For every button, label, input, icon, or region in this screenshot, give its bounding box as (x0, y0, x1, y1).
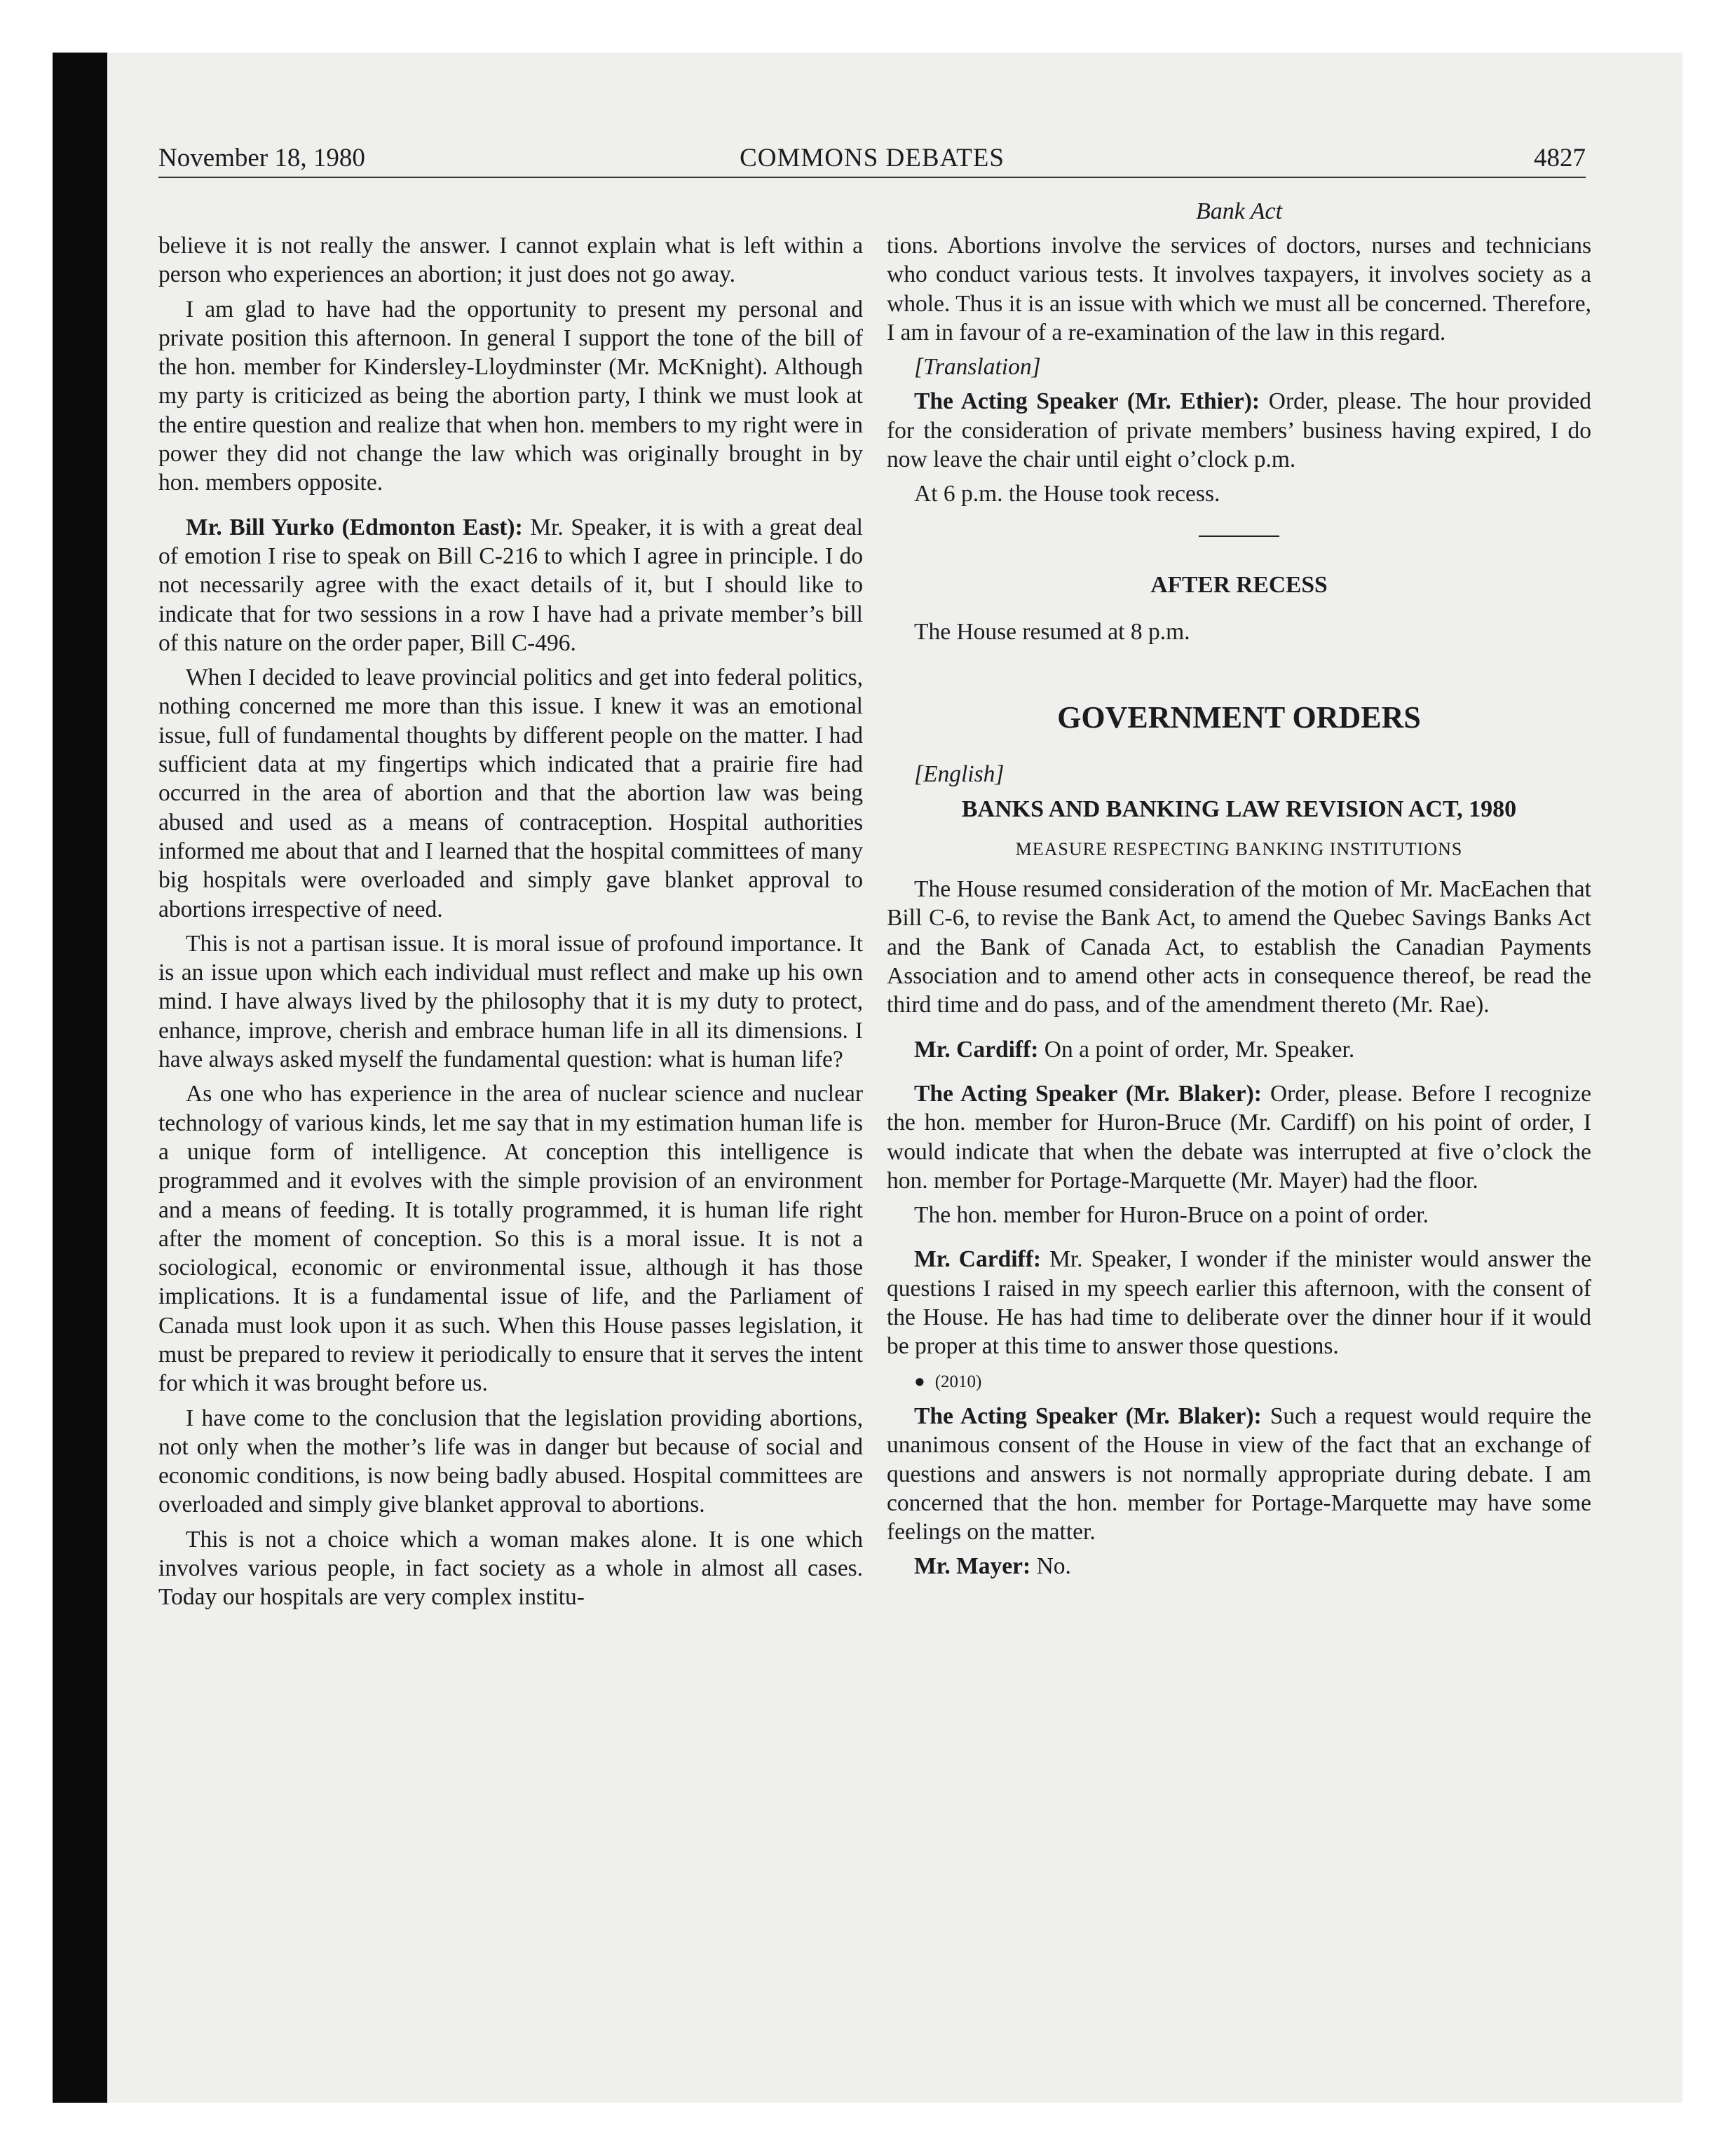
speaker-name: Mr. Mayer: (914, 1553, 1031, 1580)
paragraph-text: This is not a choice which a woman makes alone. It is one which involves various people, in fact society as a whole in almost all cases. Today our hospitals are very complex institu- (158, 1526, 863, 1611)
speech-paragraph (887, 387, 1591, 474)
speech-paragraph (887, 1402, 1591, 1546)
after-recess-heading: AFTER RECESS (1150, 571, 1328, 598)
paragraph-text: I am glad to have had the opportunity to present my personal and private position this afternoon. In general I support the tone of the bill of the hon. member for Kindersley-Lloydminster (Mr. McKnight). Although my party is criticized as being the abortion party, I think we must look at the entire question and realize that when hon. members to my right were in power they did not change the law which was originally brought in by hon. members opposite. (158, 296, 863, 496)
english-tag: [English] (914, 761, 1005, 788)
speech-paragraph (158, 513, 863, 657)
paragraph-text: believe it is not really the answer. I cannot explain what is left within a person who experiences an abortion; it just does not go away. (158, 233, 863, 288)
paragraph (158, 1525, 863, 1612)
paragraph-text: This is not a partisan issue. It is moral issue of profound importance. It is an issue upon which each individual must reflect and make up his own mind. I have always lived by the philosophy that it is my duty to protect, enhance, improve, cherish and embrace human life in all its dimensions. I have always asked myself the fundamental question: what is human life? (158, 930, 863, 1073)
speaker-name: Mr. Cardiff: (914, 1246, 1042, 1273)
paragraph: The House resumed at 8 p.m. (914, 618, 1190, 645)
paragraph-text: Mr. Speaker, it is with a great deal of emotion I rise to speak on Bill C-216 to which I agree in principle. I do not necessarily agree with the exact details of it, but I should like to indicate that for two sessions in a row I have had a private member’s bill of this nature on the order paper, Bill C-496. (158, 514, 863, 656)
paragraph (158, 663, 863, 924)
section-divider (1199, 535, 1279, 537)
government-orders-heading: GOVERNMENT ORDERS (1057, 700, 1421, 735)
paragraph: At 6 p.m. the House took recess. (914, 481, 1220, 507)
speaker-name: The Acting Speaker (Mr. Blaker): (914, 1080, 1262, 1107)
speech-paragraph (887, 1035, 1591, 1064)
paragraph: The hon. member for Huron-Bruce on a point of order. (914, 1202, 1429, 1229)
paragraph-text: On a point of order, Mr. Speaker. (1044, 1036, 1355, 1063)
paragraph (158, 929, 863, 1074)
time-marker-text: (2010) (934, 1372, 982, 1391)
paragraph-text: Such a request would require the unanimous consent of the House in view of the fact that an exchange of questions and answers is not normally appropriate during debate. I am concerned that the hon. member for Portage-Marquette may have some feelings on the matter. (887, 1403, 1591, 1546)
header-date: November 18, 1980 (158, 144, 365, 172)
paragraph-text: Order, please. Before I recognize the hon. member for Huron-Bruce (Mr. Cardiff) on his point of order, I would indicate that when the debate was interrupted at five o’clock the hon. member for Portage-Marquette (Mr. Mayer) had the floor. (887, 1080, 1591, 1194)
paragraph-text: I have come to the conclusion that the legislation providing abortions, not only when the mother’s life was in danger but because of social and economic conditions, is now being badly abused. Hospital committees are overloaded and simply give blanket approval to abortions. (158, 1405, 863, 1518)
speech-paragraph (887, 1245, 1591, 1360)
bullet-icon: ● (914, 1370, 925, 1391)
left-column (158, 231, 863, 1913)
paragraph-text: When I decided to leave provincial politics and get into federal politics, nothing concerned me more than this issue. I knew it was an emotional issue, full of fundamental thoughts by different people on the matter. I had sufficient data at my fingertips which indicated that a prairie fire had occurred in the area of abortion and that the abortion law was being abused and used as a means of contraception. Hospital authorities informed me about that and I learned that the hospital committees of many big hospitals were overloaded and simply gave blanket approval to abortions irrespective of need. (158, 664, 863, 922)
speech-paragraph (887, 1552, 1591, 1581)
bill-title: BANKS AND BANKING LAW REVISION ACT, 1980 (961, 796, 1517, 822)
paragraph (158, 231, 863, 289)
speaker-name: Mr. Bill Yurko (Edmonton East): (186, 514, 523, 540)
speaker-name: The Acting Speaker (Mr. Blaker): (914, 1403, 1262, 1429)
bill-subtitle: MEASURE RESPECTING BANKING INSTITUTIONS (1015, 838, 1463, 859)
paragraph (158, 1079, 863, 1398)
paragraph-text: Order, please. The hour provided for the consideration of private members’ business having expired, I do now leave the chair until eight o’clock p.m. (887, 388, 1591, 473)
header-title: COMMONS DEBATES (740, 144, 1005, 172)
right-column (887, 231, 1591, 1913)
speaker-name: The Acting Speaker (Mr. Ethier): (914, 388, 1260, 415)
paragraph: The House resumed consideration of the motion of Mr. MacEachen that Bill C-6, to revise the Bank Act, to amend the Quebec Savings Banks Act and the Bank of Canada Act, to establish the Canadian Payments Association and to amend other acts in consequence thereof, be read the third time and do pass, and of the amendment thereto (Mr. Rae). (887, 876, 1591, 1018)
time-marker (887, 1367, 1591, 1396)
running-head: Bank Act (1195, 198, 1283, 224)
speaker-name: Mr. Cardiff: (914, 1036, 1039, 1063)
translation-tag: [Translation] (914, 354, 1041, 381)
paragraph (158, 295, 863, 498)
paragraph-text: No. (1036, 1553, 1071, 1580)
paragraph-text: As one who has experience in the area of nuclear science and nuclear technology of various kinds, let me say that in my estimation human life is a unique form of intelligence. At conception this intelligence is programmed and it evolves with the simple provision of an environment and a means of feeding. It is totally programmed, it is human life right after the moment of conception. So this is a moral issue. It is not a sociological, economic or environmental issue, although it has those implications. It is a fundamental issue of life, and the Parliament of Canada must look upon it as such. When this House passes legislation, it must be prepared to review it periodically to ensure that it serves the intent for which it was brought before us. (158, 1081, 863, 1397)
paragraph-text: Mr. Speaker, I wonder if the minister would answer the questions I raised in my speech earlier this afternoon, with the consent of the House. He has had time to deliberate over the dinner hour if it would be proper at this time to answer those questions. (887, 1246, 1591, 1360)
page-header (158, 140, 1586, 177)
header-page-number: 4827 (1534, 144, 1586, 172)
speech-paragraph (887, 1079, 1591, 1195)
header-rule (158, 177, 1586, 178)
paragraph (158, 1404, 863, 1520)
binding-edge (53, 53, 107, 2103)
paragraph: tions. Abortions involve the services of doctors, nurses and technicians who conduct various tests. It involves taxpayers, it involves society as a whole. Thus it is an issue with which we must all be concerned. Therefore, I am in favour of a re-examination of the law in this regard. (887, 233, 1591, 346)
